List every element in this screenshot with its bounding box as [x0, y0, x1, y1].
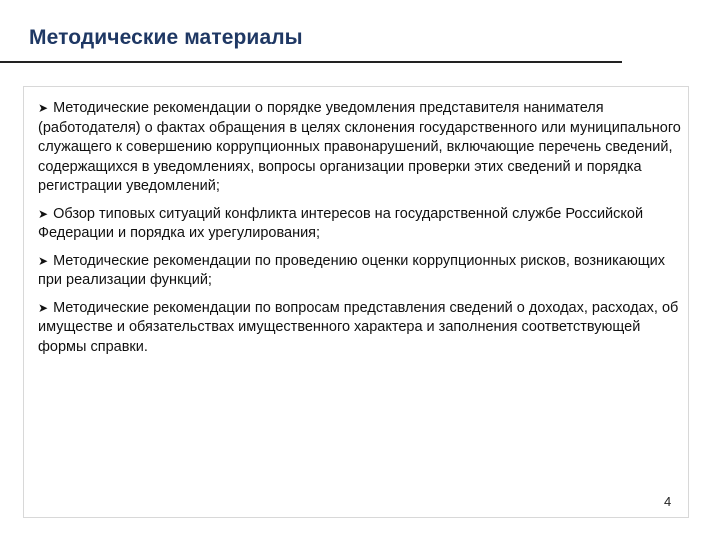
slide-title: Методические материалы [29, 26, 303, 49]
arrow-bullet-icon: ➤ [38, 101, 49, 115]
bullet-item-2 [38, 205, 688, 244]
title-underline [0, 61, 622, 63]
bullet-list [38, 99, 688, 365]
bullet-text-2: Обзор типовых ситуаций конфликта интересов на государственной службе Российской Федерации и порядка их урегулирования; [38, 205, 644, 241]
bullet-item-4 [38, 299, 688, 358]
arrow-bullet-icon: ➤ [38, 253, 49, 268]
bullet-text-3: Методические рекомендации по проведению оценки коррупционных рисков, возникающих при реализации функций; [38, 252, 666, 288]
arrow-bullet-icon: ➤ [38, 300, 49, 315]
bullet-item-3 [38, 252, 688, 291]
bullet-text-4: Методические рекомендации по вопросам представления сведений о доходах, расходах, об имуществе и обязательствах имущественного характера и заполнения соответствующей формы справки. [38, 299, 679, 355]
page-number: 4 [664, 494, 672, 509]
arrow-bullet-icon: ➤ [38, 206, 49, 221]
bullet-item-1 [38, 99, 688, 197]
bullet-text-1: Методические рекомендации о порядке уведомления представителя нанимателя (работодателя) о фактах обращения в целях склонения государственного или муниципального служащего к совершению коррупционных правонарушений, включающие перечень сведений, содержащихся в уведомлениях, вопросы организации проверки этих сведений и порядка регистрации уведомлений; [38, 100, 681, 194]
